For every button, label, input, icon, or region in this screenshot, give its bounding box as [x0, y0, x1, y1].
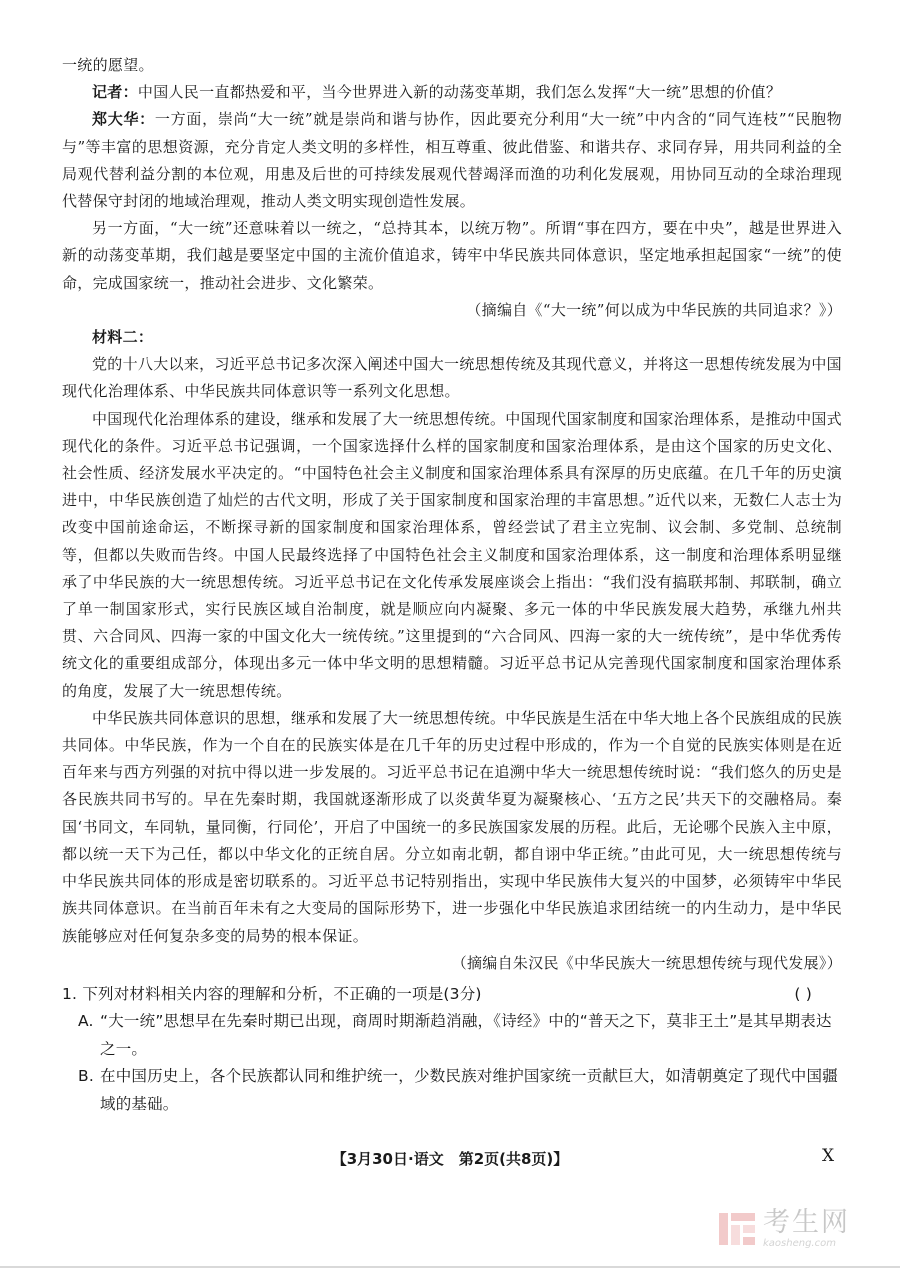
paragraph-community: 中华民族共同体意识的思想，继承和发展了大一统思想传统。中华民族是生活在中华大地上各个民族组成的民族共同体。中华民族，作为一个自在的民族实体是在几千年的历史过程中形成的，作为一个自觉的民族实体则是在近百年来与西方列强的对抗中得以进一步发展的。习近平总书记在追溯中华大一统思想传统时说：“我们悠久的历史是各民族共同书写的。早在先秦时期，我国就逐渐形成了以炎黄华夏为凝聚核心、‘五方之民’共天下的交融格局。秦国‘书同文，车同轨，量同衡，行同伦’，开启了中国统一的多民族国家发展的历程。此后，无论哪个民族入主中原，都以统一天下为己任，都以中华文化的正统自居。分立如南北朝，都自诩中华正统。”由此可见，大一统思想传统与中华民族共同体的形成是密切联系的。习近平总书记特别指出，实现中华民族伟大复兴的中国梦，必须铸牢中华民族共同体意识。在当前百年未有之大变局的国际形势下，进一步强化中华民族追求团结统一的内生动力，是中华民族能够应对任何复杂多变的局势的根本保证。: [62, 708, 842, 945]
footer-mark: X: [822, 1146, 835, 1166]
paragraph-continuation: 一统的愿望。: [62, 56, 154, 74]
option-a-label: A.: [78, 1012, 94, 1031]
option-a-text: “大一统”思想早在先秦时期已出现，商周时期渐趋消融，《诗经》中的“普天之下，莫非王土”是其早期表达之一。: [100, 1012, 832, 1058]
option-b-text: 在中国历史上，各个民族都认同和维护统一，少数民族对维护国家统一贡献巨大，如清朝奠定了现代中国疆域的基础。: [100, 1067, 838, 1113]
paragraph-governance: 中国现代化治理体系的建设，继承和发展了大一统思想传统。中国现代国家制度和国家治理体系，是推动中国式现代化的条件。习近平总书记强调，一个国家选择什么样的国家制度和国家治理体系，是由这个国家的历史文化、社会性质、经济发展水平决定的。“中国特色社会主义制度和国家治理体系具有深厚的历史底蕴。在几千年的历史演进中，中华民族创造了灿烂的古代文明，形成了关于国家制度和国家治理的丰富思想。”近代以来，无数仁人志士为改变中国前途命运，不断探寻新的国家制度和国家治理体系，曾经尝试了君主立宪制、议会制、多党制、总统制等，但都以失败而告终。中国人民最终选择了中国特色社会主义制度和国家治理体系，这一制度和治理体系明显继承了中华民族的大一统思想传统。习近平总书记在文化传承发展座谈会上指出：“我们没有搞联邦制、邦联制，确立了单一制国家形式，实行民族区域自治制度，就是顺应向内凝聚、多元一体的中华民族发展大趋势，承继九州共贯、六合同风、四海一家的中国文化大一统传统。”这里提到的“六合同风、四海一家的大一统传统”，是中华优秀传统文化的重要组成部分，体现出多元一体中华文明的思想精髓。习近平总书记从完善现代国家制度和国家治理体系的角度，发展了大一统思想传统。: [62, 409, 842, 700]
paragraph-intro: 党的十八大以来，习近平总书记多次深入阐述中国大一统思想传统及其现代意义，并将这一思想传统发展为中国现代化治理体系、中华民族共同体意识等一系列文化思想。: [62, 355, 842, 401]
option-a: [62, 1008, 842, 1063]
source-citation-2: （摘编自朱汉民《中华民族大一统思想传统与现代发展》）: [451, 953, 842, 972]
bottom-divider: [0, 1266, 900, 1268]
interview-question-text: 中国人民一直都热爱和平，当今世界进入新的动荡变革期，我们怎么发挥“大一统”思想的价值？: [137, 83, 782, 102]
interview-answer: [62, 106, 842, 215]
option-b-label: B.: [78, 1067, 94, 1086]
source-citation-1: （摘编自《“大一统”何以成为中华民族的共同追求？》）: [466, 300, 842, 319]
page-footer: 【3月30日·语文 第2页(共8页)】: [331, 1150, 569, 1168]
material-two-heading: 材料二：: [92, 328, 154, 347]
option-b: [62, 1063, 842, 1118]
question-stem: [62, 981, 842, 1009]
document-body: [62, 52, 842, 1118]
question-stem-text: 1. 下列对材料相关内容的理解和分析，不正确的一项是(3分): [62, 984, 482, 1003]
interview-answer-text: 一方面，崇尚“大一统”就是崇尚和谐与协作，因此要充分利用“大一统”中内含的“同气连枝”“民胞物与”等丰富的思想资源，充分肯定人类文明的多样性，相互尊重、彼此借鉴、和谐共存、求同存异，用共同利益的全局观代替利益分割的本位观，用患及后世的可持续发展观代替竭泽而渔的功利化发展观，用协同互动的全球治理现代替保守封闭的地域治理观，推动人类文明实现创造性发展。: [62, 110, 842, 211]
paragraph-other-side: 另一方面，“大一统”还意味着以一统之，“总持其本，以统万物”。所谓“事在四方，要在中央”，越是世界进入新的动荡变革期，我们越是要坚定中国的主流价值追求，铸牢中华民族共同体意识，坚定地承担起国家“一统”的使命，完成国家统一，推动社会进步、文化繁荣。: [62, 219, 842, 292]
site-watermark: [717, 1204, 887, 1254]
watermark-url: kaosheng.com: [763, 1238, 836, 1249]
answer-blank: ( ): [794, 984, 812, 1003]
speaker-reporter: 记者：: [92, 83, 138, 102]
speaker-zheng: 郑大华：: [92, 110, 155, 129]
kaosheng-logo-icon: [717, 1209, 757, 1249]
watermark-text: 考生网: [763, 1207, 850, 1238]
interview-question: [62, 79, 842, 106]
